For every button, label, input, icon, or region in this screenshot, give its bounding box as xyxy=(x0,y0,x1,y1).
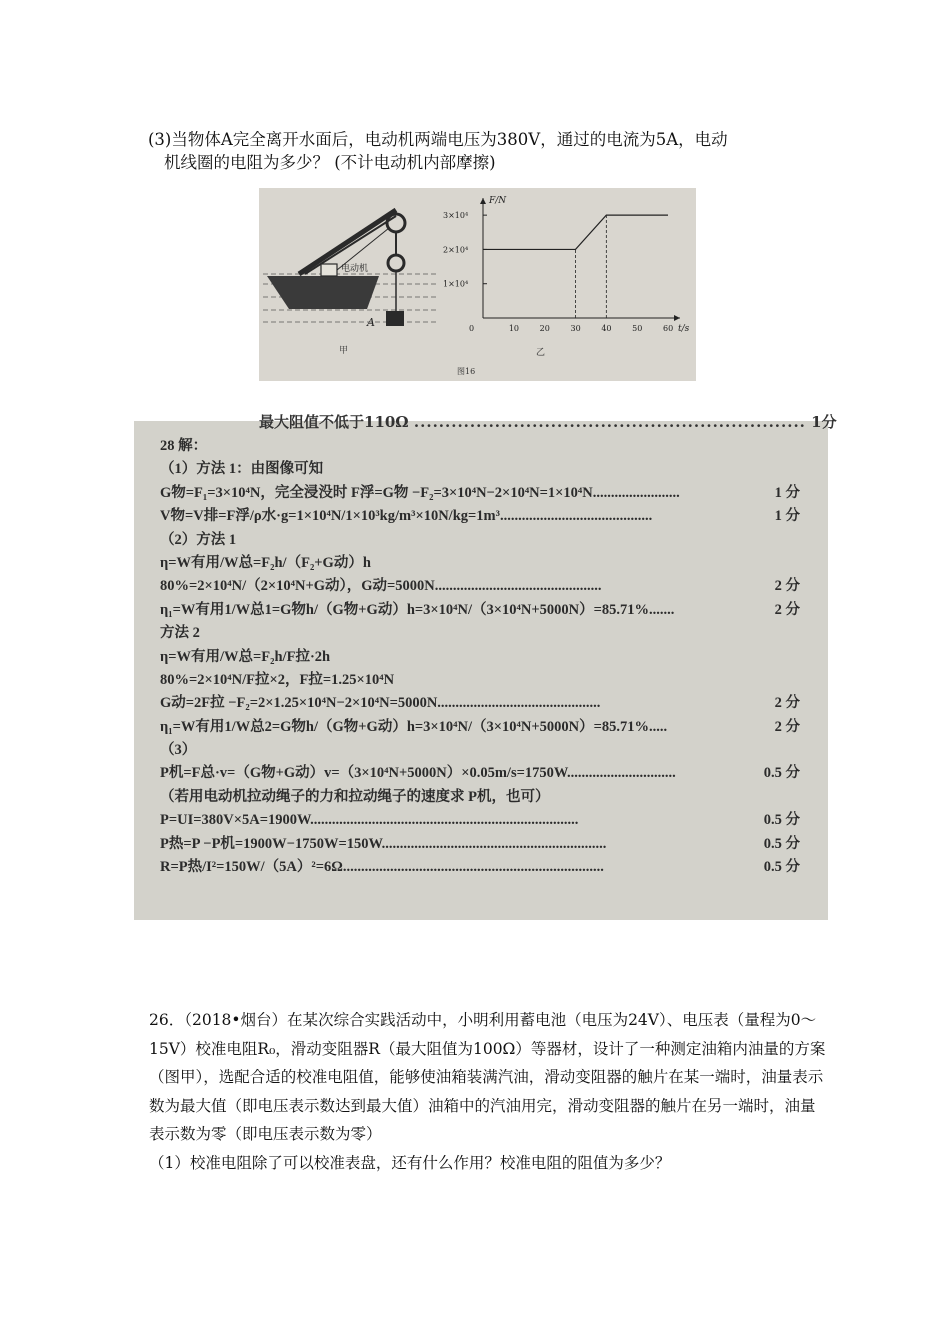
x-axis-arrow xyxy=(674,315,680,321)
y-axis-arrow xyxy=(480,198,486,204)
solution-line-points: 0.5 分 xyxy=(763,765,800,782)
bottom-pulley xyxy=(388,255,404,271)
solution-line-text: V物=V排=F浮/ρ水·g=1×10⁴N/1×10³kg/m³×10N/kg=1m³.......................................... xyxy=(160,508,653,525)
figure-16-svg xyxy=(259,188,696,381)
solution-line xyxy=(160,599,820,622)
solution-line xyxy=(160,435,820,458)
x-tick-label: 40 xyxy=(601,324,612,333)
solution-line-text: P=UI=380V×5A=1900W.......................................................................... xyxy=(160,812,579,829)
x-axis-label: t/s xyxy=(678,324,690,334)
question-26-body: 26．（2018•烟台）在某次综合实践活动中，小明利用蓄电池（电压为24V）、电压表（量程为0～15V）校准电阻R₀，滑动变阻器R（最大阻值为100Ω）等器材，设计了一种测定油箱内油量的方案（图甲），选配合适的校准电阻值，能够使油箱装满汽油，滑动变阻器的触片在某一端时，油量表示数为最大值（即电压表示数达到最大值）油箱中的汽油用完，滑动变阻器的触片在另一端时，油量表示数为零（即电压表示数为零） xyxy=(149,1011,826,1144)
solution-line xyxy=(160,622,820,645)
solution-line xyxy=(160,692,820,715)
x-tick-label: 30 xyxy=(570,324,581,333)
question-3-line2: 机线圈的电阻为多少？ (不计电动机内部摩擦) xyxy=(164,153,496,172)
top-cut-points: 1分 xyxy=(811,413,837,431)
question-3-line1: (3)当物体A完全离开水面后，电动机两端电压为380V，通过的电流为5A，电动 xyxy=(148,130,728,149)
solution-line-text: （1）方法 1：由图像可知 xyxy=(160,461,324,478)
solution-line-text: P机=F总·v=（G物+G动）v=（3×10⁴N+5000N）×0.05m/s=1750W.............................. xyxy=(160,765,676,782)
x-tick-label: 20 xyxy=(539,324,550,333)
x-tick-label: 50 xyxy=(632,324,643,333)
solution-line xyxy=(160,716,820,739)
motor-box xyxy=(321,264,337,276)
solution-line xyxy=(160,739,820,762)
solution-line-text: 方法 2 xyxy=(160,625,200,642)
solution-line xyxy=(160,669,820,692)
x-tick-label: 60 xyxy=(663,324,674,333)
solution-line-points: 1 分 xyxy=(774,508,800,525)
x-tick-label: 0 xyxy=(469,324,475,333)
figure-caption: 图16 xyxy=(457,367,476,376)
solution-line xyxy=(160,646,820,669)
top-cut-text: 最大阻值不低于110Ω xyxy=(259,413,409,431)
caption-jia: 甲 xyxy=(339,346,349,356)
caption-yi: 乙 xyxy=(536,348,546,358)
y-axis-label: F/N xyxy=(489,196,507,206)
solution-line-text: G物=F₁=3×10⁴N，完全浸没时 F浮=G物 −F₂=3×10⁴N−2×10⁴N=1×10⁴N........................ xyxy=(160,484,680,501)
question-3 xyxy=(148,128,828,174)
solution-line xyxy=(160,552,820,575)
solution-line xyxy=(160,575,820,598)
solution-line-points: 0.5 分 xyxy=(763,859,800,876)
solution-line-points: 2 分 xyxy=(774,718,800,735)
x-tick-label: 10 xyxy=(508,324,520,333)
solution-line-text: （若用电动机拉动绳子的力和拉动绳子的速度求 P机，也可） xyxy=(160,788,550,805)
figure-16 xyxy=(259,188,696,381)
solution-photo xyxy=(134,413,837,920)
question-26-part1: （1）校准电阻除了可以校准表盘，还有什么作用？校准电阻的阻值为多少？ xyxy=(149,1153,671,1172)
object-a-label: A xyxy=(367,316,375,329)
solution-line xyxy=(160,529,820,552)
solution-line xyxy=(160,809,820,832)
solution-line xyxy=(160,786,820,809)
solution-line-points: 0.5 分 xyxy=(763,835,800,852)
solution-line-points: 0.5 分 xyxy=(763,812,800,829)
motor-label: 电动机 xyxy=(341,264,369,274)
solution-line-text: 80%=2×10⁴N/（2×10⁴N+G动），G动=5000N.............................................. xyxy=(160,578,602,595)
solution-line-text: G动=2F拉 −F₂=2×1.25×10⁴N−2×10⁴N=5000N............................................. xyxy=(160,695,601,712)
question-26 xyxy=(149,1006,829,1178)
solution-line-points: 2 分 xyxy=(774,578,800,595)
solution-line xyxy=(160,458,820,481)
solution-line-text: 80%=2×10⁴N/F拉×2，F拉=1.25×10⁴N xyxy=(160,671,395,688)
solution-line-text: 28 解： xyxy=(160,438,208,454)
solution-top-cut: 最大阻值不低于110Ω ............................................................... 1分 xyxy=(259,413,837,431)
solution-line-points: 2 分 xyxy=(774,695,800,712)
solution-line xyxy=(160,833,820,856)
solution-line-text: P热=P −P机=1900W−1750W=150W.............................................................. xyxy=(160,835,607,852)
solution-line-text: （3） xyxy=(160,742,197,759)
force-time-chart xyxy=(443,196,690,334)
solution-line-points: 1 分 xyxy=(774,484,800,501)
boat-hull xyxy=(267,276,379,309)
solution-line-text: R=P热/I²=150W/（5A）²=6Ω........................................................................ xyxy=(160,859,604,876)
solution-line-points: 2 分 xyxy=(774,601,800,618)
solution-line-text: （2）方法 1 xyxy=(160,531,237,548)
object-a xyxy=(386,311,404,326)
force-series-line xyxy=(483,215,668,249)
solution-line xyxy=(160,482,820,505)
solution-line-text: η₁=W有用1/W总2=G物h/（G物+G动）h=3×10⁴N/（3×10⁴N+5000N）=85.71%..... xyxy=(160,718,668,735)
y-tick-label: 3×10⁴ xyxy=(443,211,469,221)
y-tick-label: 2×10⁴ xyxy=(443,245,469,255)
solution-lines xyxy=(160,435,820,879)
solution-line xyxy=(160,505,820,528)
solution-line xyxy=(160,762,820,785)
solution-line-text: η=W有用/W总=F₂h/（F₂+G动）h xyxy=(160,554,371,571)
solution-line-text: η₁=W有用1/W总1=G物h/（G物+G动）h=3×10⁴N/（3×10⁴N+5000N）=85.71%....... xyxy=(160,601,675,618)
solution-line xyxy=(160,856,820,879)
y-tick-label: 1×10⁴ xyxy=(443,279,469,289)
solution-line-text: η=W有用/W总=F₂h/F拉·2h xyxy=(160,648,331,665)
